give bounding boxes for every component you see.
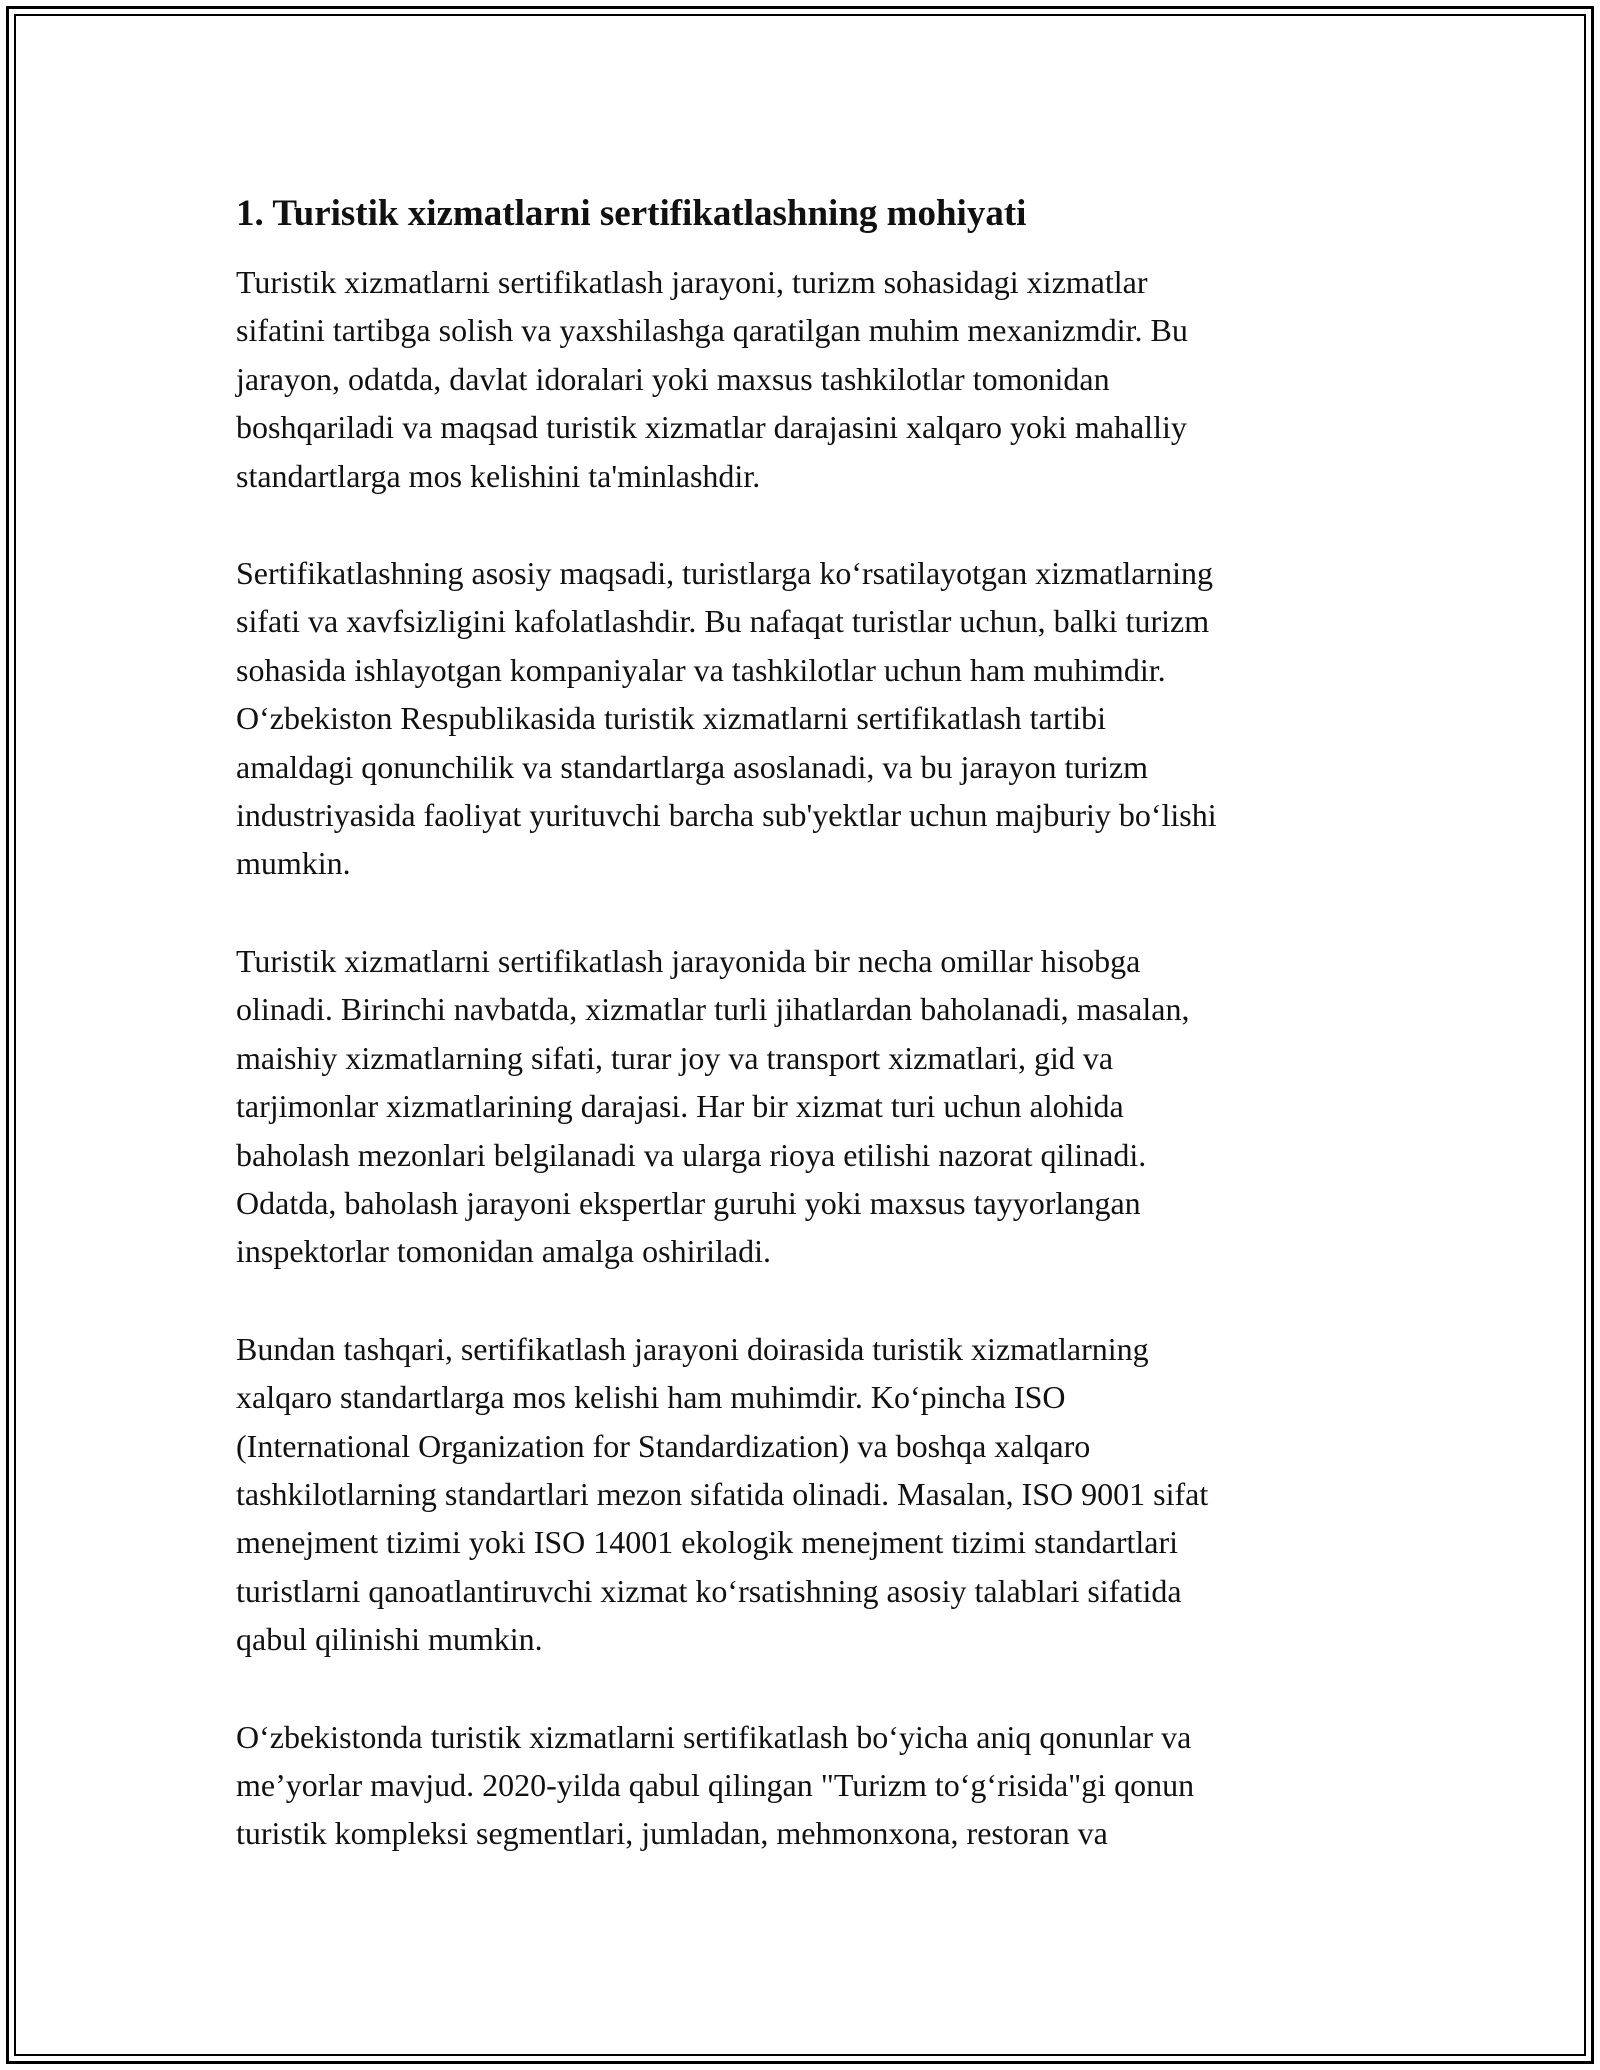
section-heading: 1. Turistik xizmatlarni sertifikatlashning mohiyati [236,193,1027,234]
paragraph-5: Oʻzbekistonda turistik xizmatlarni sertifikatlash boʻyicha aniq qonunlar va me’yorlar mavjud. 2020-yilda qabul qilingan "Turizm toʻgʻrisida"gi qonun turistik kompleksi segmentlari, jumladan, mehmonxona, restoran va [236,1718,1195,1852]
paragraph-3: Turistik xizmatlarni sertifikatlash jarayonida bir necha omillar hisobga olinadi. Birinchi navbatda, xizmatlar turli jihatlardan baholanadi, masalan, maishiy xizmatlarning sifati, turar joy va transport xizmatlari, gid va tarjimonlar xizmatlarining darajasi. Har bir xizmat turi uchun alohida baholash mezonlari belgilanadi va ularga rioya etilishi nazorat qilinadi. Odatda, baholash jarayoni ekspertlar guruhi yoki maxsus tayyorlangan inspektorlar tomonidan amalga oshiriladi. [236,942,1190,1270]
paragraph-2: Sertifikatlashning asosiy maqsadi, turistlarga koʻrsatilayotgan xizmatlarning sifati va xavfsizligini kafolatlashdir. Bu nafaqat turistlar uchun, balki turizm sohasida ishlayotgan kompaniyalar va tashkilotlar uchun ham muhimdir. Oʻzbekiston Respublikasida turistik xizmatlarni sertifikatlash tartibi amaldagi qonunchilik va standartlarga asoslanadi, va bu jarayon turizm industriyasida faoliyat yurituvchi barcha sub'yektlar uchun majburiy boʻlishi mumkin. [236,555,1217,882]
document-body [236,186,1382,1907]
paragraph-1: Turistik xizmatlarni sertifikatlash jarayoni, turizm sohasidagi xizmatlar sifatini tartibga solish va yaxshilashga qaratilgan muhim mexanizmdir. Bu jarayon, odatda, davlat idoralari yoki maxsus tashkilotlar tomonidan boshqariladi va maqsad turistik xizmatlar darajasini xalqaro yoki mahalliy standartlarga mos kelishini ta'minlashdir. [236,264,1188,494]
paragraph-4: Bundan tashqari, sertifikatlash jarayoni doirasida turistik xizmatlarning xalqaro standartlarga mos kelishi ham muhimdir. Koʻpincha ISO (International Organization for Standardization) va boshqa xalqaro tashkilotlarning standartlari mezon sifatida olinadi. Masalan, ISO 9001 sifat menejment tizimi yoki ISO 14001 ekologik menejment tizimi standartlari turistlarni qanoatlantiruvchi xizmat koʻrsatishning asosiy talablari sifatida qabul qilinishi mumkin. [236,1330,1209,1658]
